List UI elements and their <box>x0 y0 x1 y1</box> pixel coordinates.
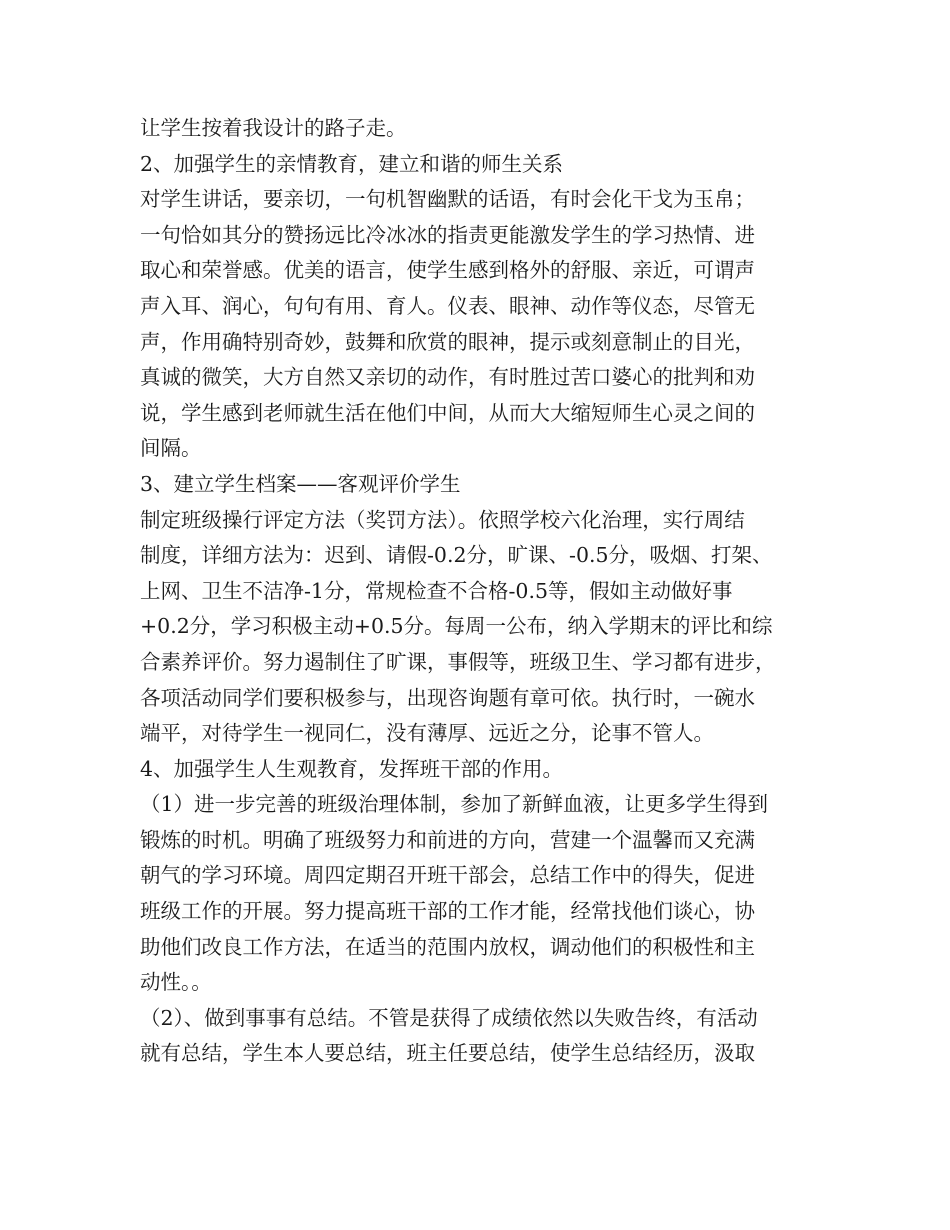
text-line: 端平，对待学生一视同仁，没有薄厚、远近之分，论事不管人。 <box>140 721 714 746</box>
text-line: 班级工作的开展。努力提高班干部的工作才能，经常找他们谈心，协 <box>140 899 755 924</box>
section-heading: 3、建立学生档案——客观评价学生 <box>140 471 461 496</box>
text-line: （2）、做到事事有总结。不管是获得了成绩依然以失败告终，有活动 <box>140 1005 758 1030</box>
section-heading: 4、加强学生人生观教育，发挥班干部的作用。 <box>140 756 564 781</box>
text-line: 合素养评价。努力遏制住了旷课，事假等，班级卫生、学习都有进步， <box>140 649 776 674</box>
text-line: 真诚的微笑，大方自然又亲切的动作，有时胜过苦口婆心的批判和劝 <box>140 365 755 390</box>
text-line: 制度，详细方法为：迟到、请假-0.2分，旷课、-0.5分，吸烟、打架、 <box>140 543 773 568</box>
text-line: 助他们改良工作方法，在适当的范围内放权，调动他们的积极性和主 <box>140 934 755 959</box>
text-line: 声入耳、润心，句句有用、育人。仪表、眼神、动作等仪态，尽管无 <box>140 293 755 318</box>
text-line: 各项活动同学们要积极参与，出现咨询题有章可依。执行时，一碗水 <box>140 685 755 710</box>
text-line: 让学生按着我设计的路子走。 <box>140 116 407 140</box>
text-line: 动性。。 <box>140 970 212 995</box>
text-line: 声，作用确特别奇妙，鼓舞和欣赏的眼神，提示或刻意制止的目光， <box>140 329 755 354</box>
text-line: 取心和荣誉感。优美的语言，使学生感到格外的舒服、亲近，可谓声 <box>140 258 755 283</box>
text-line: 制定班级操行评定方法（奖罚方法）。依照学校六化治理，实行周结 <box>140 507 745 532</box>
section-heading: 2、加强学生的亲情教育，建立和谐的师生关系 <box>140 151 564 176</box>
text-line: 就有总结，学生本人要总结，班主任要总结，使学生总结经历，汲取 <box>140 1041 755 1066</box>
text-line: 上网、卫生不洁净-1分，常规检查不合格-0.5等，假如主动做好事 <box>140 578 733 603</box>
body-text <box>140 111 830 1072</box>
text-line: （1）进一步完善的班级治理体制，参加了新鲜血液，让更多学生得到 <box>140 792 769 817</box>
text-line: 对学生讲话，要亲切，一句机智幽默的话语，有时会化干戈为玉帛； <box>140 187 755 212</box>
text-line: 朝气的学习环境。周四定期召开班干部会，总结工作中的得失，促进 <box>140 863 755 888</box>
text-line: 间隔。 <box>140 436 202 461</box>
text-line: +0.2分，学习积极主动+0.5分。每周一公布，纳入学期末的评比和综 <box>140 614 773 639</box>
text-line: 锻炼的时机。明确了班级努力和前进的方向，营建一个温馨而又充满 <box>140 827 755 852</box>
text-line: 说，学生感到老师就生活在他们中间，从而大大缩短师生心灵之间的 <box>140 400 755 425</box>
text-line: 一句恰如其分的赞扬远比冷冰冰的指责更能激发学生的学习热情、进 <box>140 222 755 247</box>
